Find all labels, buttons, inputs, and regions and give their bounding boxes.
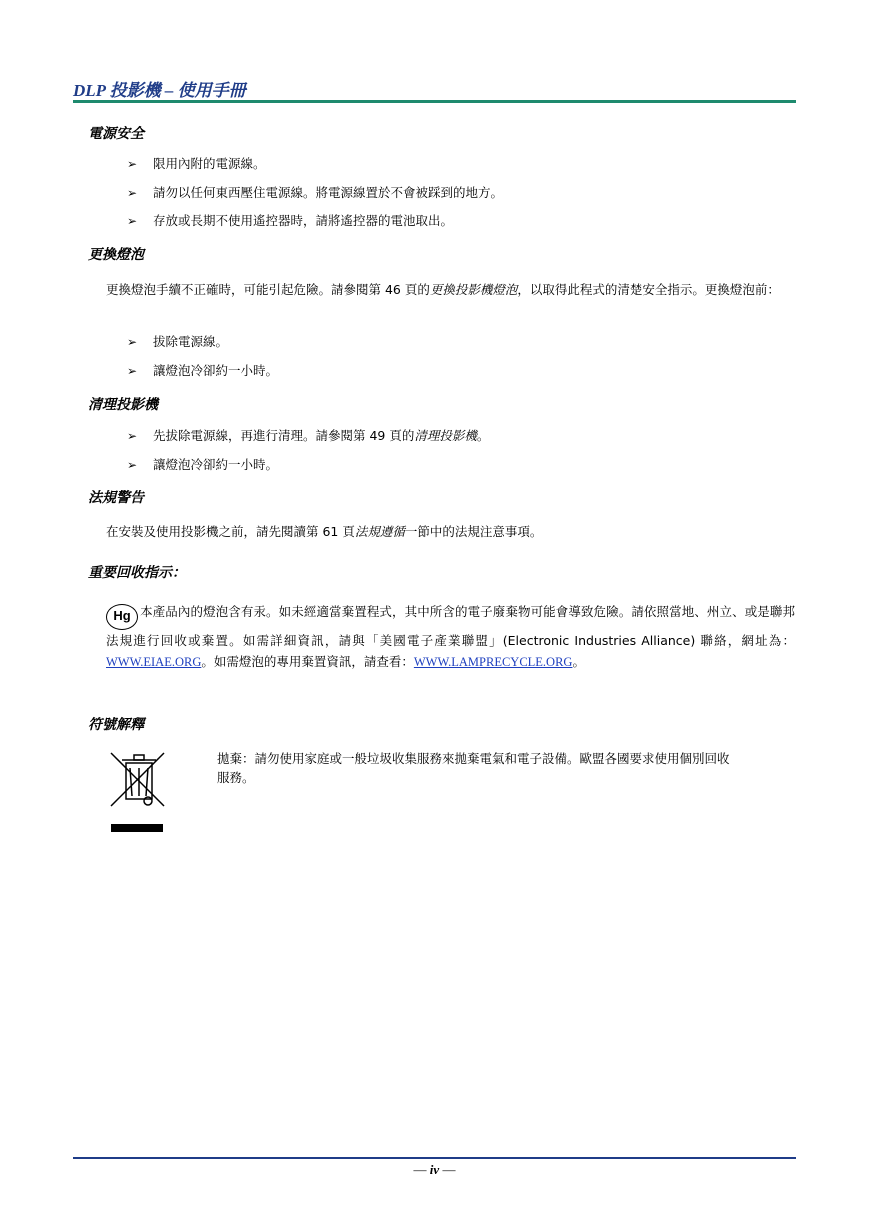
arrowhead-bullet-icon: ➢	[127, 335, 138, 349]
recycling-paragraph: Hg 本產品內的燈泡含有汞。如未經適當棄置程式，其中所含的電子廢棄物可能會導致危險。請依照當地、州立、或是聯邦法規進行回收或棄置。如需詳細資訊，請與「美國電子產業聯盟」(Electronic Industries Alliance) 聯絡，網址為：WWW.EIAE.ORG。如需燈泡的專用棄置資訊，請查看：WWW.LAMPRECYCLE.ORG。	[106, 604, 795, 669]
section-title-power-safety: 電源安全	[88, 126, 144, 142]
footer-divider	[73, 1157, 796, 1159]
regulatory-paragraph: 在安裝及使用投影機之前，請先閱讀第 61 頁法規遵循一節中的法規注意事項。	[106, 524, 543, 539]
arrowhead-bullet-icon: ➢	[127, 157, 138, 171]
list-item: ➢ 先拔除電源線，再進行清理。請參閱第 49 頁的清理投影機。	[127, 428, 490, 443]
eiae-link[interactable]: WWW.EIAE.ORG	[106, 655, 202, 669]
list-item: ➢ 讓燈泡冷卻約一小時。	[127, 363, 279, 378]
arrowhead-bullet-icon: ➢	[127, 364, 138, 378]
section-title-cleaning: 清理投影機	[88, 397, 158, 413]
page-number: — iv —	[413, 1162, 456, 1177]
replace-lamp-reference: 更換投影機燈泡	[429, 282, 518, 297]
page-header-title: DLP 投影機 – 使用手冊	[73, 81, 246, 100]
section-title-regulatory: 法規警告	[88, 490, 144, 506]
arrowhead-bullet-icon: ➢	[127, 429, 138, 443]
list-item: ➢ 存放或長期不使用遙控器時，請將遙控器的電池取出。	[127, 213, 454, 228]
list-item: ➢ 請勿以任何東西壓住電源線。將電源線置於不會被踩到的地方。	[127, 185, 504, 200]
lamp-paragraph: 更換燈泡手續不正確時，可能引起危險。請參閱第 46 頁的更換投影機燈泡，以取得此程式的清楚安全指示。更換燈泡前：	[106, 282, 780, 297]
arrowhead-bullet-icon: ➢	[127, 214, 138, 228]
list-item: ➢ 拔除電源線。	[127, 334, 229, 349]
list-item: ➢ 讓燈泡冷卻約一小時。	[127, 457, 279, 472]
list-item: ➢ 限用內附的電源線。	[127, 156, 266, 171]
section-title-replace-lamp: 更換燈泡	[88, 247, 144, 263]
section-title-recycling: 重要回收指示：	[88, 565, 186, 581]
lamprecycle-link[interactable]: WWW.LAMPRECYCLE.ORG	[413, 655, 573, 669]
header-divider	[73, 100, 796, 103]
cleaning-reference: 清理投影機	[414, 428, 477, 443]
disposal-description: 拋棄：請勿使用家庭或一般垃圾收集服務來拋棄電氣和電子設備。歐盟各國要求使用個別回收服務。	[217, 751, 730, 785]
crossed-out-bin-icon	[108, 748, 168, 838]
mercury-hg-icon: Hg	[106, 604, 138, 630]
regulatory-reference: 法規遵循	[354, 524, 405, 539]
arrowhead-bullet-icon: ➢	[127, 186, 138, 200]
section-title-symbols: 符號解釋	[88, 717, 144, 733]
arrowhead-bullet-icon: ➢	[127, 458, 138, 472]
